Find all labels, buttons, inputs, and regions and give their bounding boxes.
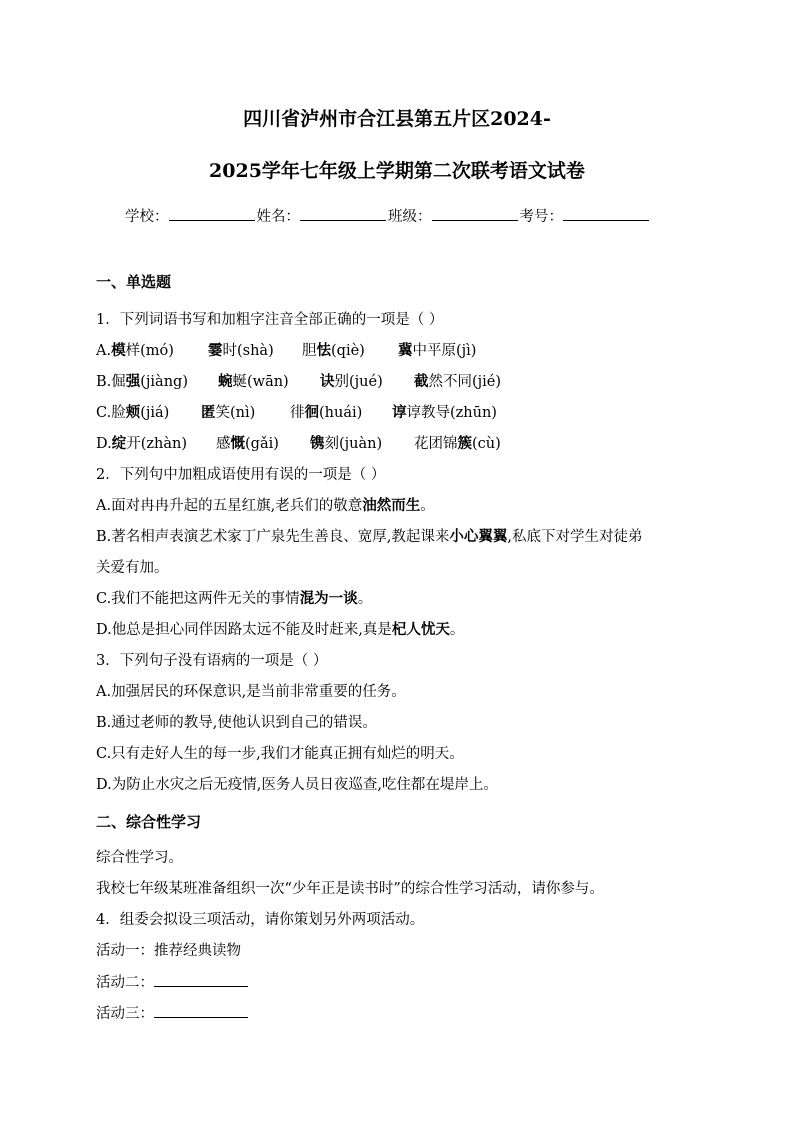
activity-2-blank[interactable]	[154, 972, 248, 987]
question-2-option-d[interactable]: D.他总是担心同伴因路太远不能及时赶来,真是杞人忧天。	[96, 621, 465, 638]
activity-2-label: 活动二：	[96, 975, 154, 991]
question-1-stem: 1．下列词语书写和加粗字注音全部正确的一项是（ ）	[96, 312, 444, 328]
name-blank[interactable]	[300, 206, 386, 221]
school-label: 学校：	[125, 209, 169, 225]
section-heading-comprehensive: 二、综合性学习	[96, 813, 202, 831]
question-2-option-b-cont: 关爱有加。	[96, 560, 169, 576]
question-1-option-d[interactable]: D.绽开(zhàn) 感慨(gǎi) 镌刻(juàn) 花团锦簇(cù)	[96, 435, 501, 452]
student-info-row	[125, 205, 651, 226]
class-blank[interactable]	[432, 206, 518, 221]
question-2-option-c[interactable]: C.我们不能把这两件无关的事情混为一谈。	[96, 590, 373, 607]
question-2-stem: 2．下列句中加粗成语使用有误的一项是（ ）	[96, 467, 386, 483]
activity-1: 活动一：推荐经典读物	[96, 943, 241, 959]
number-blank[interactable]	[563, 206, 649, 221]
comp-description: 我校七年级某班准备组织一次“少年正是读书时”的综合性学习活动，请你参与。	[96, 881, 604, 897]
question-3-option-c[interactable]: C.只有走好人生的每一步,我们才能真正拥有灿烂的明天。	[96, 746, 464, 762]
question-2-option-a[interactable]: A.面对冉冉升起的五星红旗,老兵们的敬意油然而生。	[96, 497, 435, 514]
question-1-option-a[interactable]: A.模样(mó) 霎时(shà) 胆怯(qiè) 冀中平原(jì)	[96, 342, 477, 359]
activity-2-row	[96, 972, 248, 993]
question-3-option-a[interactable]: A.加强居民的环保意识,是当前非常重要的任务。	[96, 684, 406, 700]
activity-3-label: 活动三：	[96, 1006, 154, 1022]
question-3-option-b[interactable]: B.通过老师的教导,使他认识到自己的错误。	[96, 715, 377, 731]
section-heading-single-choice: 一、单选题	[96, 273, 172, 291]
school-blank[interactable]	[169, 206, 255, 221]
question-1-option-b[interactable]: B.倔强(jiàng) 蜿蜒(wān) 诀别(jué) 截然不同(jié)	[96, 373, 502, 390]
activity-3-row	[96, 1003, 248, 1024]
question-3-option-d[interactable]: D.为防止水灾之后无疫情,医务人员日夜巡查,吃住都在堤岸上。	[96, 777, 498, 793]
question-4-stem: 4．组委会拟设三项活动，请你策划另外两项活动。	[96, 912, 425, 928]
comp-intro: 综合性学习。	[96, 850, 183, 866]
question-2-option-b[interactable]: B.著名相声表演艺术家丁广泉先生善良、宽厚,教起课来小心翼翼,私底下对学生对徒弟	[96, 528, 643, 545]
question-1-option-c[interactable]: C.脸颊(jiá) 匿笑(nì) 徘徊(huái) 谆谆教导(zhūn)	[96, 404, 497, 421]
name-label: 姓名：	[256, 209, 300, 225]
class-label: 班级：	[388, 209, 432, 225]
title-line-2: 2025学年七年级上学期第二次联考语文试卷	[209, 160, 585, 182]
number-label: 考号：	[519, 209, 563, 225]
question-3-stem: 3．下列句子没有语病的一项是（ ）	[96, 653, 328, 669]
activity-3-blank[interactable]	[154, 1003, 248, 1018]
title-line-1: 四川省泸州市合江县第五片区2024-	[243, 108, 551, 130]
